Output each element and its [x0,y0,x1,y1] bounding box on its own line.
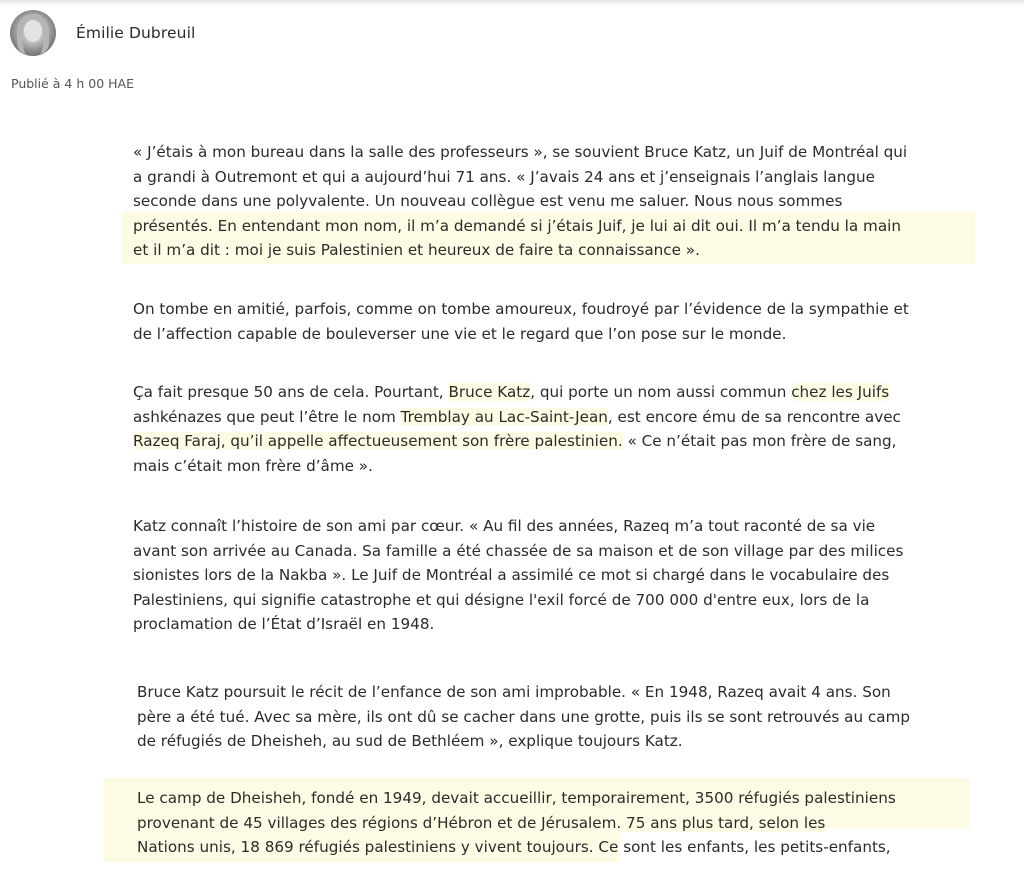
paragraph-line [133,297,909,322]
text-segment: avant son arrivée au Canada. Sa famille a été chassée de sa maison et de son village par des milices [133,541,904,560]
paragraph-line [133,140,907,165]
text-segment: « Ce n’était pas mon frère de sang, [622,432,897,450]
highlighted-text: chez les Juifs [791,383,890,401]
paragraph-line [137,705,910,730]
text-segment: « J’étais à mon bureau dans la salle des professeurs », se souvient Bruce Katz, un Juif de Montréal qui [133,143,908,161]
paragraph [133,140,907,263]
paragraph-line [133,563,903,588]
highlighted-text: En entendant mon nom, il m’a demandé si j’étais Juif, je lui ai dit oui. Il m’a tendu la main [217,216,901,235]
text-segment: de l’affection capable de bouleverser une vie et le regard que l’on pose sur le monde. [133,324,787,343]
paragraph [137,786,896,860]
paragraph [133,297,909,346]
text-segment: Ça fait presque 50 ans de cela. Pourtant, [133,383,449,401]
paragraph-line [133,238,907,263]
paragraph-line [133,588,903,613]
paragraph [133,380,901,478]
text-segment: de réfugiés de Dheisheh, au sud de Bethléem », explique toujours Katz. [137,732,683,750]
text-segment: Ce sont les enfants, les petits-enfants, [593,838,891,856]
text-segment: Palestiniens, qui signifie catastrophe et qui désigne l'exil forcé de 700 000 d'entre eux, lors de la [133,590,870,609]
highlighted-text: Nations unis, 18 869 réfugiés palestiniens y vivent toujours. [137,838,594,856]
paragraph-line [133,380,901,405]
paragraph-line [133,322,909,347]
text-segment: père a été tué. Avec sa mère, ils ont dû se cacher dans une grotte, puis ils se sont retrouvés au camp [137,707,911,726]
paragraph-line [133,405,901,430]
author-name[interactable]: Émilie Dubreuil [76,24,196,42]
paragraph-line [133,189,907,214]
text-segment: Bruce Katz poursuit le récit de l’enfance de son ami improbable. « En 1948, Razeq avait 4 ans. Son [137,683,891,701]
paragraph-line [133,514,903,539]
paragraph-line [133,429,901,454]
highlighted-text: Bruce Katz [448,383,531,401]
paragraph-line [133,214,907,239]
highlighted-text: provenant de 45 villages des régions d’Hébron et de Jérusalem. 75 ans plus tard, selon les [137,813,826,832]
published-timestamp: Publié à 4 h 00 HAE [11,76,134,91]
text-segment: mais c’était mon frère d’âme ». [133,456,373,475]
paragraph [133,514,903,637]
text-segment: On tombe en amitié, parfois, comme on tombe amoureux, foudroyé par l’évidence de la sympathie et [133,300,909,318]
paragraph-line [133,454,901,479]
highlighted-text: Razeq Faraj, qu’il appelle affectueusement son frère palestinien. [133,432,623,450]
highlighted-text: et il m’a dit : moi je suis Palestinien et heureux de faire ta connaissance ». [133,241,700,259]
text-segment: seconde dans une polyvalente. Un nouveau collègue est venu me saluer. Nous nous sommes [133,192,843,210]
paragraph-line [137,835,896,860]
paragraph-line [133,539,903,564]
text-segment: a grandi à Outremont et qui a aujourd’hui 71 ans. « J’avais 24 ans et j’enseignais l’anglais langue [133,167,875,186]
paragraph-line [133,612,903,637]
paragraph-line [137,811,896,836]
highlighted-text: Tremblay au Lac-Saint-Jean [400,407,608,426]
text-segment: ashkénazes que peut l’être le nom [133,407,401,426]
text-segment: Katz connaît l’histoire de son ami par cœur. « Au fil des années, Razeq m’a tout raconté de sa vie [133,517,876,535]
text-segment: proclamation de l’État d’Israël en 1948. [133,615,435,633]
highlighted-text: Le camp de Dheisheh, fondé en 1949, devait accueillir, temporairement, 3500 réfugiés palestiniens [137,789,896,807]
paragraph [137,680,910,754]
text-segment: , est encore ému de sa rencontre avec [607,407,901,426]
paragraph-line [137,786,896,811]
text-segment: sionistes lors de la Nakba ». Le Juif de Montréal a assimilé ce mot si chargé dans le vocabulaire des [133,566,890,584]
text-segment: présentés. [133,216,218,235]
text-segment: , qui porte un nom aussi commun [530,383,792,401]
paragraph-line [137,680,910,705]
paragraph-line [137,729,910,754]
paragraph-line [133,165,907,190]
